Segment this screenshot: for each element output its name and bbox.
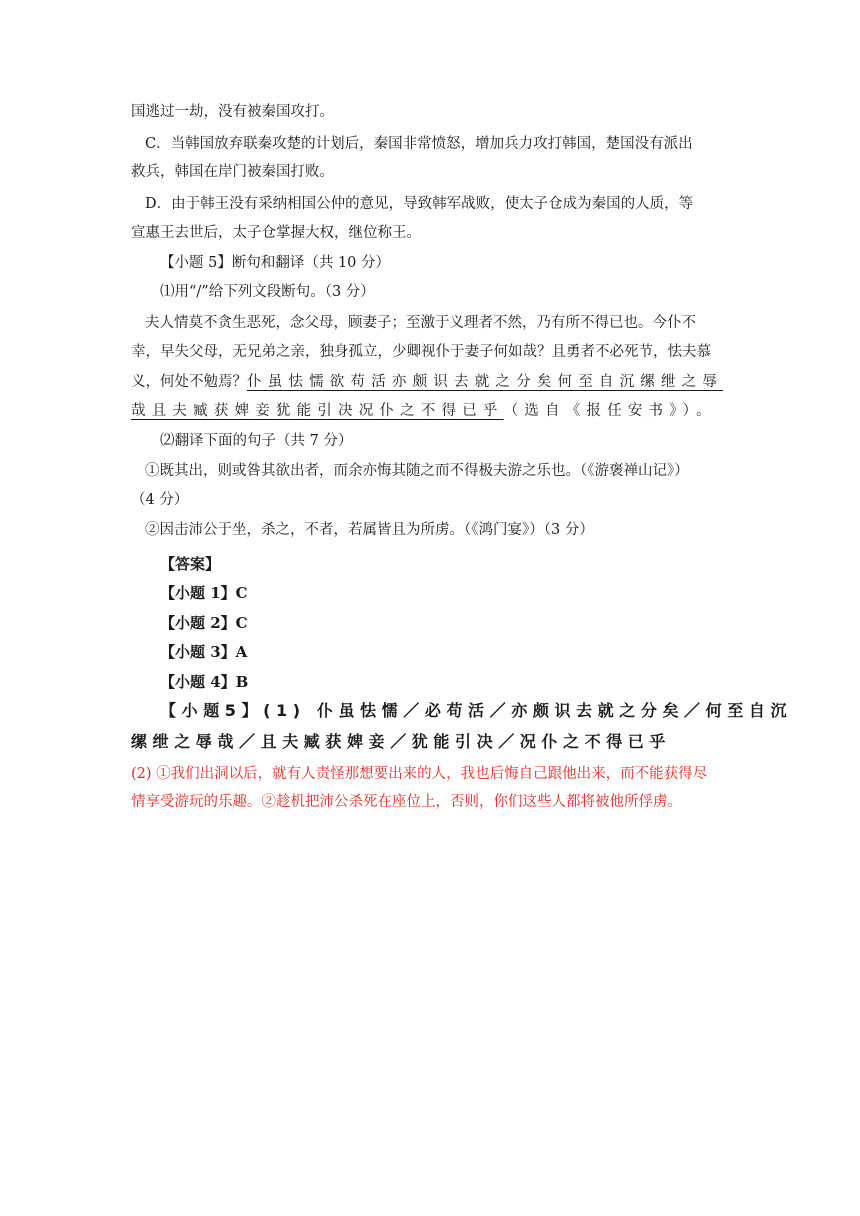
answer-q5-translation: (2) ①我们出洞以后，就有人责怪那想要出来的人，我也后悔自己跟他出来，而不能获得尽 [131, 766, 708, 782]
answer-q2: 【小题 2】C [160, 614, 248, 632]
option-c-line: C．当韩国放弃联秦攻楚的计划后，秦国非常愤怒，增加兵力攻打韩国，楚国没有派出 [145, 136, 693, 152]
translation-sentence-1-points: （4 分） [131, 492, 189, 508]
passage-line [131, 372, 723, 392]
passage-underlined-text: 哉且夫臧获婢妾犹能引决况仆之不得已乎 [131, 403, 504, 419]
passage-line [131, 401, 717, 421]
q5-part1-prompt: ⑴用“/”给下列文段断句。（3 分） [160, 284, 375, 300]
passage-line: 幸，早失父母，无兄弟之亲，独身孤立，少卿视仆于妻子何如哉？且勇者不必死节，怯夫慕 [131, 344, 711, 360]
answer-q4: 【小题 4】B [160, 673, 249, 691]
option-d-line: D．由于韩王没有采纳相国公仲的意见，导致韩军战败，使太子仓成为秦国的人质，等 [145, 196, 694, 212]
option-b-tail: 国逃过一劫，没有被秦国攻打。 [131, 104, 334, 120]
q5-part2-prompt: ⑵翻译下面的句子（共 7 分） [160, 433, 353, 449]
passage-underlined-text: 仆虽怯懦欲苟活亦颇识去就之分矣何至自沉缧绁之辱 [247, 374, 724, 390]
translation-sentence-1: ①既其出，则或咎其欲出者，而余亦悔其随之而不得极夫游之乐也。（《游褒禅山记》） [145, 463, 689, 479]
q5-header: 【小题 5】断句和翻译（共 10 分） [160, 255, 391, 271]
answer-title: 【答案】 [160, 555, 221, 573]
passage-text: 义，何处不勉焉？ [131, 374, 247, 390]
option-c-line: 救兵，韩国在岸门被秦国打败。 [131, 164, 334, 180]
passage-source: （选自《报任安书》）。 [503, 403, 717, 419]
answer-q5-translation: 情享受游玩的乐趣。②趁机把沛公杀死在座位上，否则，你们这些人都将被他所俘虏。 [131, 794, 682, 810]
translation-sentence-2: ②因击沛公于坐，杀之，不者，若属皆且为所虏。（《鸿门宴》）（3 分） [145, 522, 594, 538]
answer-q5-line: 【小题5】(1) 仆虽怯懦／必苟活／亦颇识去就之分矣／何至自沉 [160, 701, 793, 720]
passage-line: 夫人情莫不贪生恶死，念父母，顾妻子；至激于义理者不然，乃有所不得已也。今仆不 [145, 315, 696, 331]
answer-q5-line: 缧绁之辱哉／且夫臧获婢妾／犹能引决／况仆之不得已乎 [131, 732, 672, 751]
answer-q1: 【小题 1】C [160, 584, 248, 602]
option-d-line: 宣惠王去世后，太子仓掌握大权，继位称王。 [131, 225, 421, 241]
answer-q3: 【小题 3】A [160, 643, 248, 661]
